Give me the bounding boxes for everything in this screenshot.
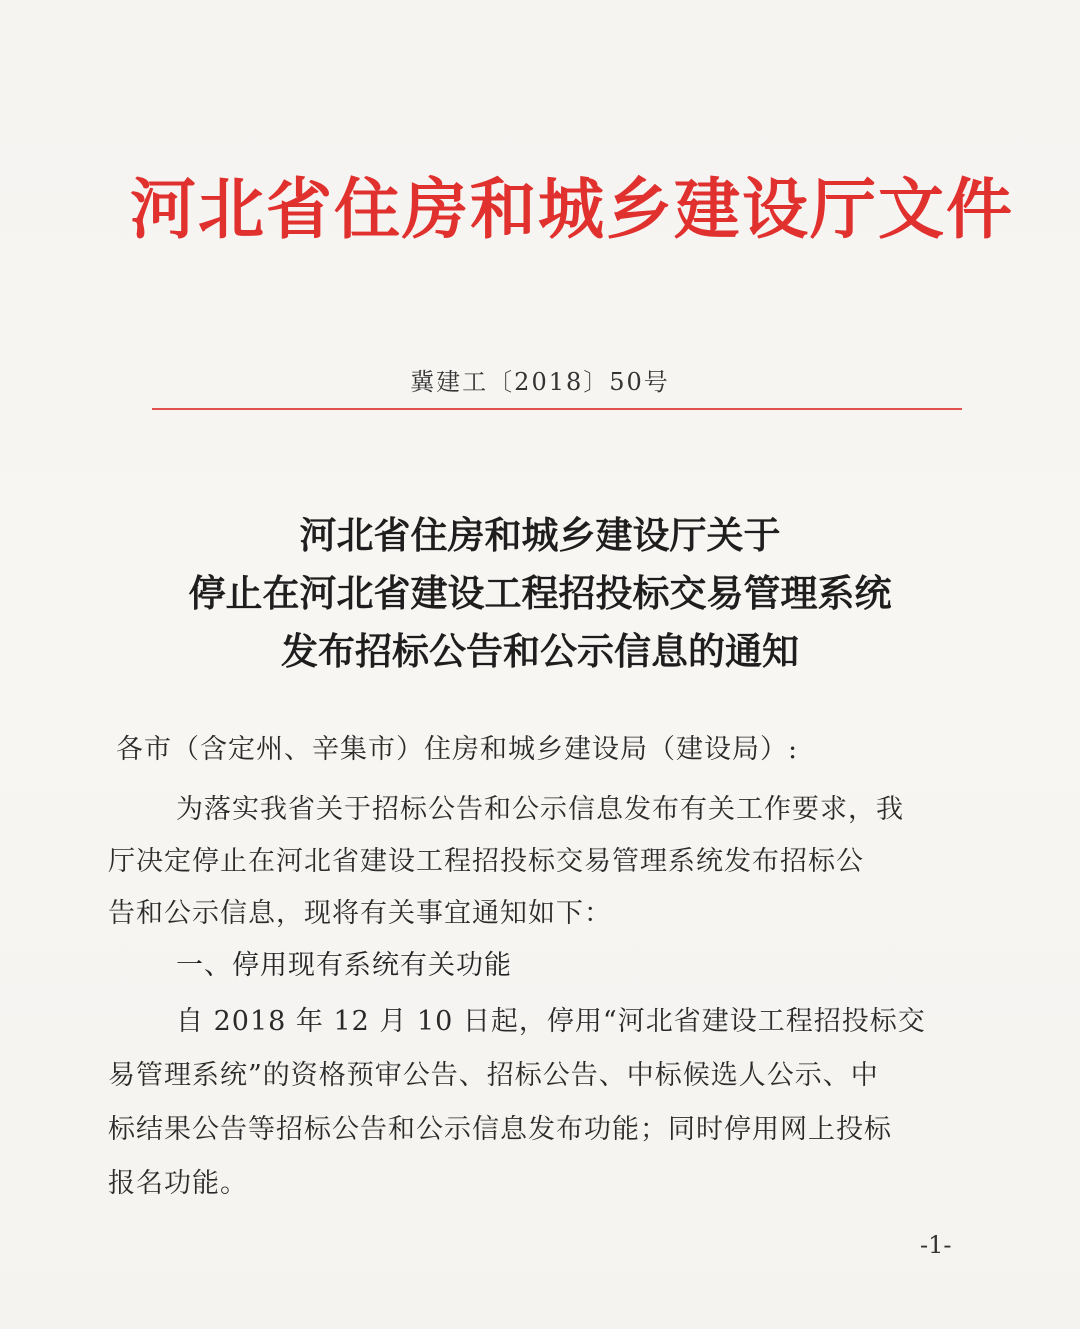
agency-header-title: 河北省住房和城乡建设厅文件: [130, 171, 1014, 248]
section-1-line-2: 易管理系统”的资格预审公告、招标公告、中标候选人公示、中: [108, 1060, 879, 1091]
document-number: 冀建工〔2018〕50号: [410, 368, 670, 396]
intro-line-3: 告和公示信息，现将有关事宜通知如下：: [108, 898, 612, 929]
salutation: 各市（含定州、辛集市）住房和城乡建设局（建设局）:: [116, 734, 799, 765]
header-red-divider: [152, 408, 962, 410]
section-1-line-1: 自 2018 年 12 月 10 日起，停用“河北省建设工程招投标交: [176, 1006, 926, 1037]
section-1-line-4: 报名功能。: [108, 1168, 248, 1199]
notice-title-line-1: 河北省住房和城乡建设厅关于: [299, 513, 781, 557]
page-number: -1-: [920, 1231, 952, 1259]
section-1-heading: 一、停用现有系统有关功能: [176, 950, 512, 981]
intro-line-2: 厅决定停止在河北省建设工程招投标交易管理系统发布招标公: [108, 846, 864, 877]
notice-title: [0, 506, 1080, 680]
intro-line-1: 为落实我省关于招标公告和公示信息发布有关工作要求，我: [176, 794, 904, 825]
notice-title-line-3: 发布招标公告和公示信息的通知: [281, 629, 799, 673]
section-1-line-3: 标结果公告等招标公告和公示信息发布功能；同时停用网上投标: [108, 1114, 892, 1145]
notice-title-line-2: 停止在河北省建设工程招投标交易管理系统: [188, 571, 892, 615]
